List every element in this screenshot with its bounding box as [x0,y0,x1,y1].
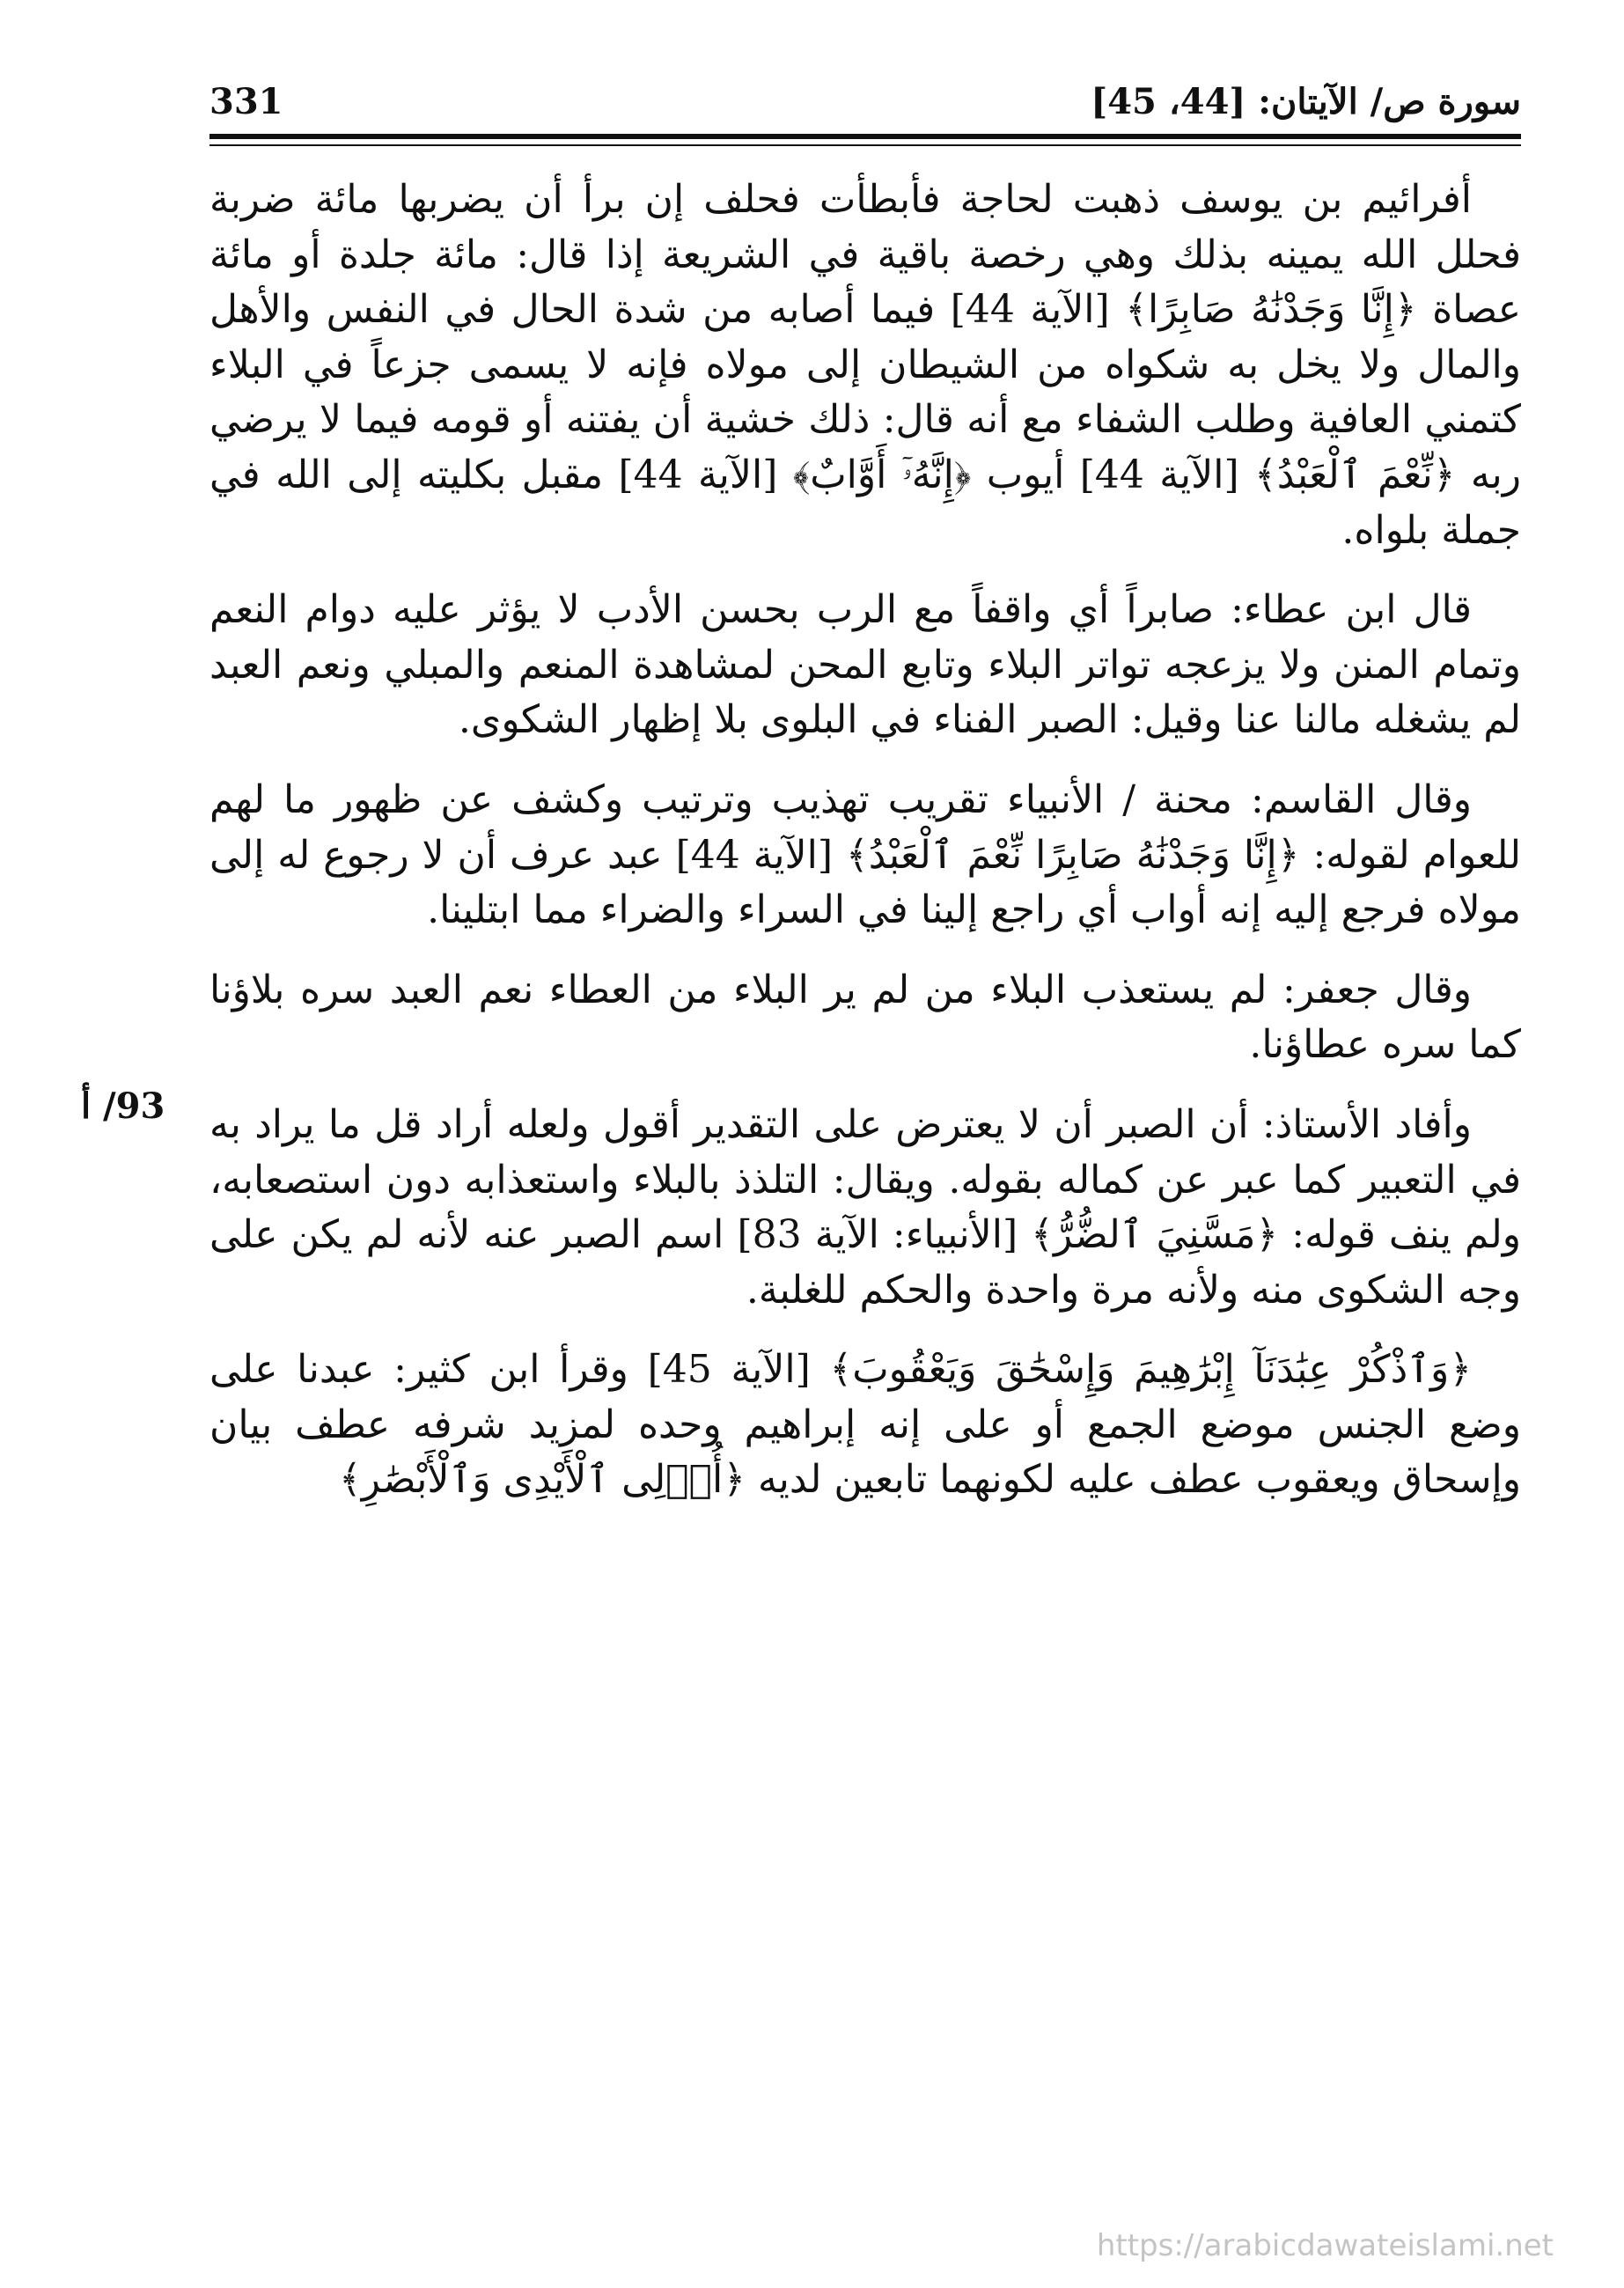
body-text [209,173,1521,1508]
paragraph-4: وقال جعفر: لم يستعذب البلاء من لم ير البلاء من العطاء نعم العبد سره بلاؤنا كما سره عطاؤنا. [209,967,1521,1068]
paragraph-5: وأفاد الأستاذ: أن الصبر أن لا يعترض على التقدير أقول ولعله أراد قل ما يراد به في التعبير كما عبر عن كماله بقوله. ويقال: التلذذ بالبلاء واستعذابه دون استصعابه، ولم ينف قوله: ﴿مَسَّنِيَ ٱلضُّرُّ﴾ [الأنبياء: الآية 83] اسم الصبر عنه لأنه لم يكن على وجه الشكوى منه ولأنه مرة واحدة والحكم للغلبة. [209,1101,1521,1313]
header-rule-thin [209,144,1521,146]
paragraph-1: أفرائيم بن يوسف ذهبت لحاجة فأبطأت فحلف إن برأ أن يضربها مائة ضربة فحلل الله يمينه بذلك وهي رخصة باقية في الشريعة إذا قال: مائة جلدة أو مائة عصاة ﴿إِنَّا وَجَدْنَٰهُ صَابِرًا﴾ [الآية 44] فيما أصابه من شدة الحال في النفس والأهل والمال ولا يخل به شكواه من الشيطان إلى مولاه فإنه لا يسمى جزعاً في البلاء كتمني العافية وطلب الشفاء مع أنه قال: ذلك خشية أن يفتنه أو قومه فيما لا يرضي ربه ﴿نِّعْمَ ٱلْعَبْدُ﴾ [الآية 44] أيوب ﴿إِنَّهُۥٓ أَوَّابٌ﴾ [الآية 44] مقبل بكليته إلى الله في جملة بلواه. [209,177,1521,553]
page-number: 331 [209,81,283,122]
header-title: سورة ص/ الآيتان: [44، 45] [1091,81,1521,122]
manuscript-folio-marker: 93/ أ [81,1085,165,1127]
paragraph-6: ﴿وَٱذْكُرْ عِبَٰدَنَآ إِبْرَٰهِيمَ وَإِسْحَٰقَ وَيَعْقُوبَ﴾ [الآية 45] وقرأ ابن كثير: عبدنا على وضع الجنس موضع الجمع أو على إنه إبراهيم وحده لمزيد شرفه عطف بيان وإسحاق ويعقوب عطف عليه لكونهما تابعين لديه ﴿أُو۟لِى ٱلْأَيْدِى وَٱلْأَبْصَٰرِ﴾ [209,1347,1521,1503]
header-rule-thick [209,134,1521,139]
running-header [209,77,1521,130]
paragraph-3: وقال القاسم: محنة / الأنبياء تقريب تهذيب وترتيب وكشف عن ظهور ما لهم للعوام لقوله: ﴿إِنَّا وَجَدْنَٰهُ صَابِرًا نِّعْمَ ٱلْعَبْدُ﴾ [الآية 44] عبد عرف أن لا رجوع له إلى مولاه فرجع إليه إنه أواب أي راجع إلينا في السراء والضراء مما ابتلينا. [209,776,1521,933]
watermark-url: https://arabicdawateislami.net [1096,2228,1554,2263]
paragraph-2: قال ابن عطاء: صابراً أي واقفاً مع الرب بحسن الأدب لا يؤثر عليه دوام النعم وتمام المنن ولا يزعجه تواتر البلاء وتابع المحن لمشاهدة المنعم والمبلي ونعم العبد لم يشغله مالنا عنا وقيل: الصبر الفناء في البلوى بلا إظهار الشكوى. [209,587,1521,743]
